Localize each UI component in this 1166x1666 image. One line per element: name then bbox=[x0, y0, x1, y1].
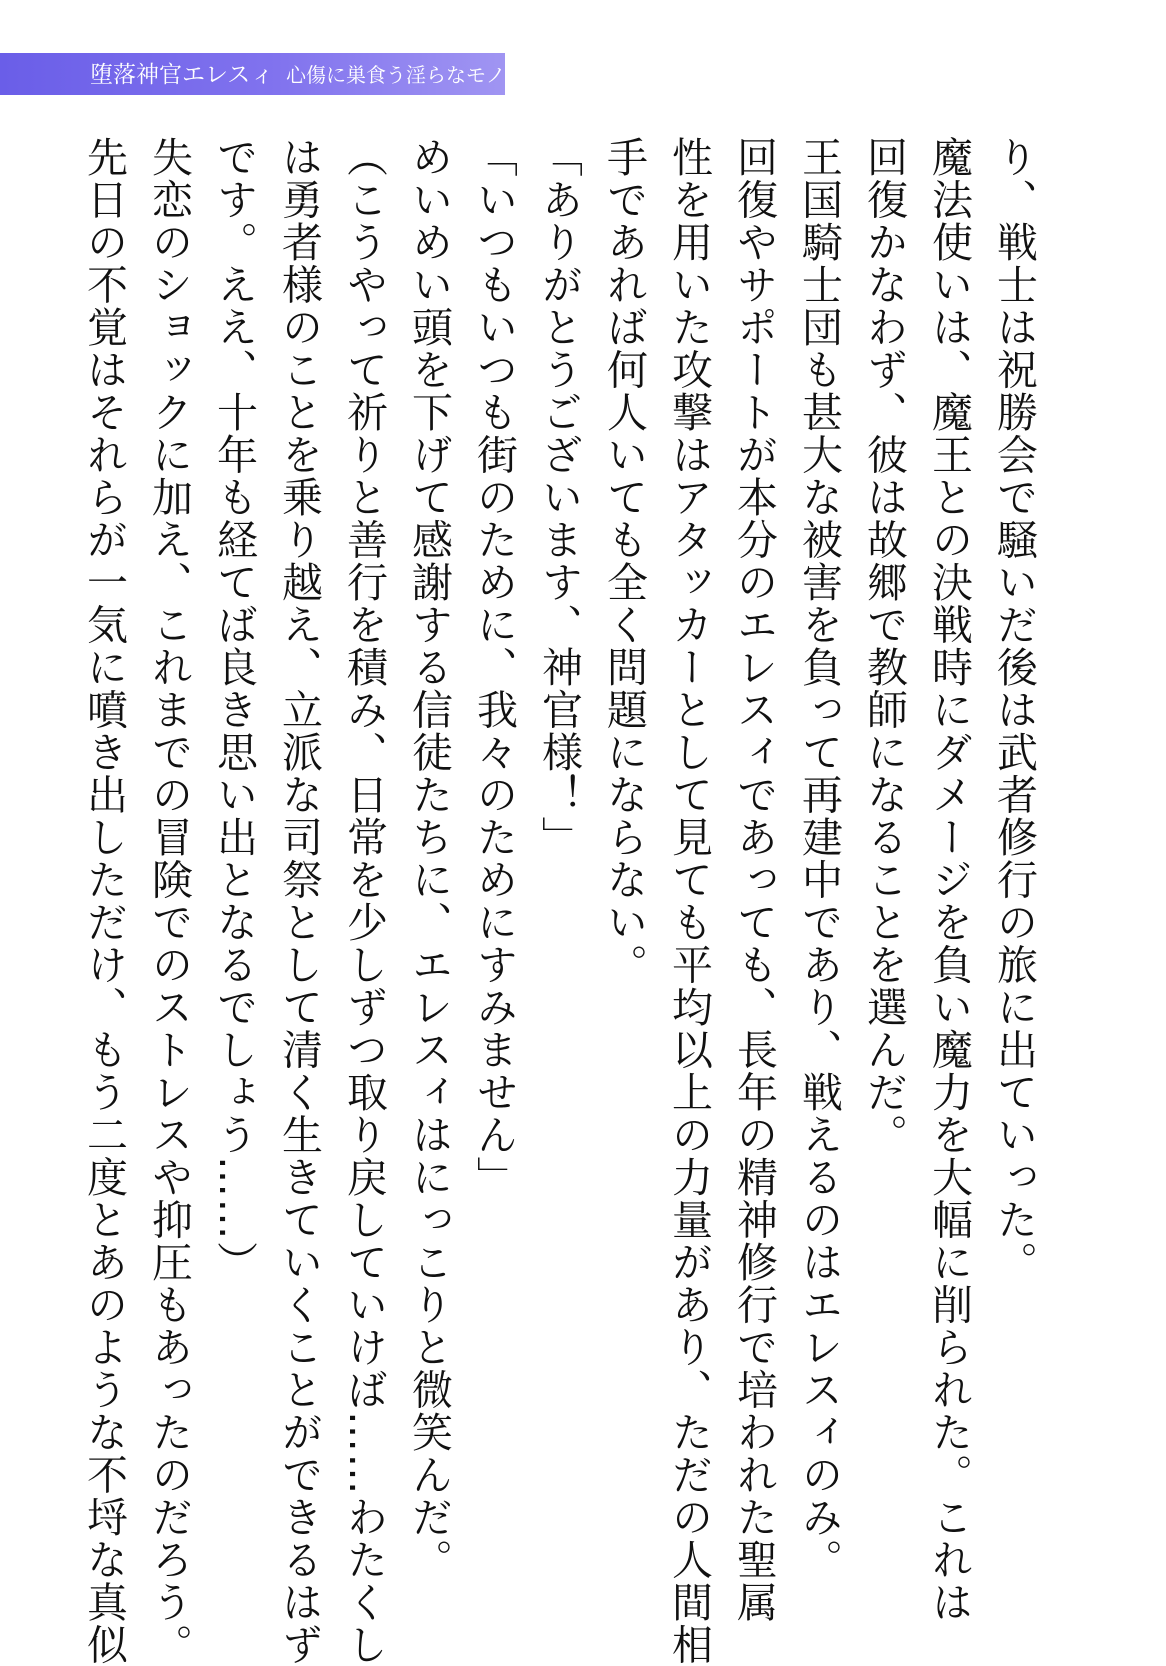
text-column: 魔法使いは、魔王との決戦時にダメージを負い魔力を大幅に削られた。これは bbox=[925, 136, 973, 1624]
body-text bbox=[66, 136, 1046, 1666]
text-column: 回復かなわず、彼は故郷で教師になることを選んだ。 bbox=[860, 136, 908, 1156]
text-column: 「いつもいつも街のために、我々のためにすみません」 bbox=[470, 136, 518, 1199]
text-column: 王国騎士団も甚大な被害を負って再建中であり、戦えるのはエレスィのみ。 bbox=[795, 136, 843, 1581]
text-column: 失恋のショックに加え、これまでの冒険でのストレスや抑圧もあったのだろう。 bbox=[145, 136, 193, 1666]
text-column: 回復やサポートが本分のエレスィであっても、長年の精神修行で培われた聖属 bbox=[730, 136, 778, 1624]
text-column: めいめい頭を下げて感謝する信徒たちに、エレスィはにっこりと微笑んだ。 bbox=[405, 136, 453, 1581]
text-column: （こうやって祈りと善行を積み、日常を少しずつ取り戻していけば……わたくし bbox=[340, 136, 388, 1666]
text-column: 「ありがとうございます、神官様！」 bbox=[535, 136, 583, 859]
text-column: です。ええ、十年も経てば良き思い出となるでしょう……） bbox=[210, 136, 258, 1284]
text-column: 手であれば何人いても全く問題にならない。 bbox=[600, 136, 648, 986]
chapter-subtitle: 心傷に巣食う淫らなモノ bbox=[286, 63, 506, 87]
text-column: 先日の不覚はそれらが一気に噴き出しただけ、もう二度とあのような不埒な真似 bbox=[80, 136, 128, 1666]
text-column: は勇者様のことを乗り越え、立派な司祭として清く生きていくことができるはず bbox=[275, 136, 323, 1666]
text-column: 性を用いた攻撃はアタッカーとして見ても平均以上の力量があり、ただの人間相 bbox=[665, 136, 713, 1666]
text-column: り、戦士は祝勝会で騒いだ後は武者修行の旅に出ていった。 bbox=[990, 136, 1038, 1284]
book-title: 堕落神官エレスィ bbox=[90, 62, 274, 88]
running-header bbox=[90, 60, 506, 90]
